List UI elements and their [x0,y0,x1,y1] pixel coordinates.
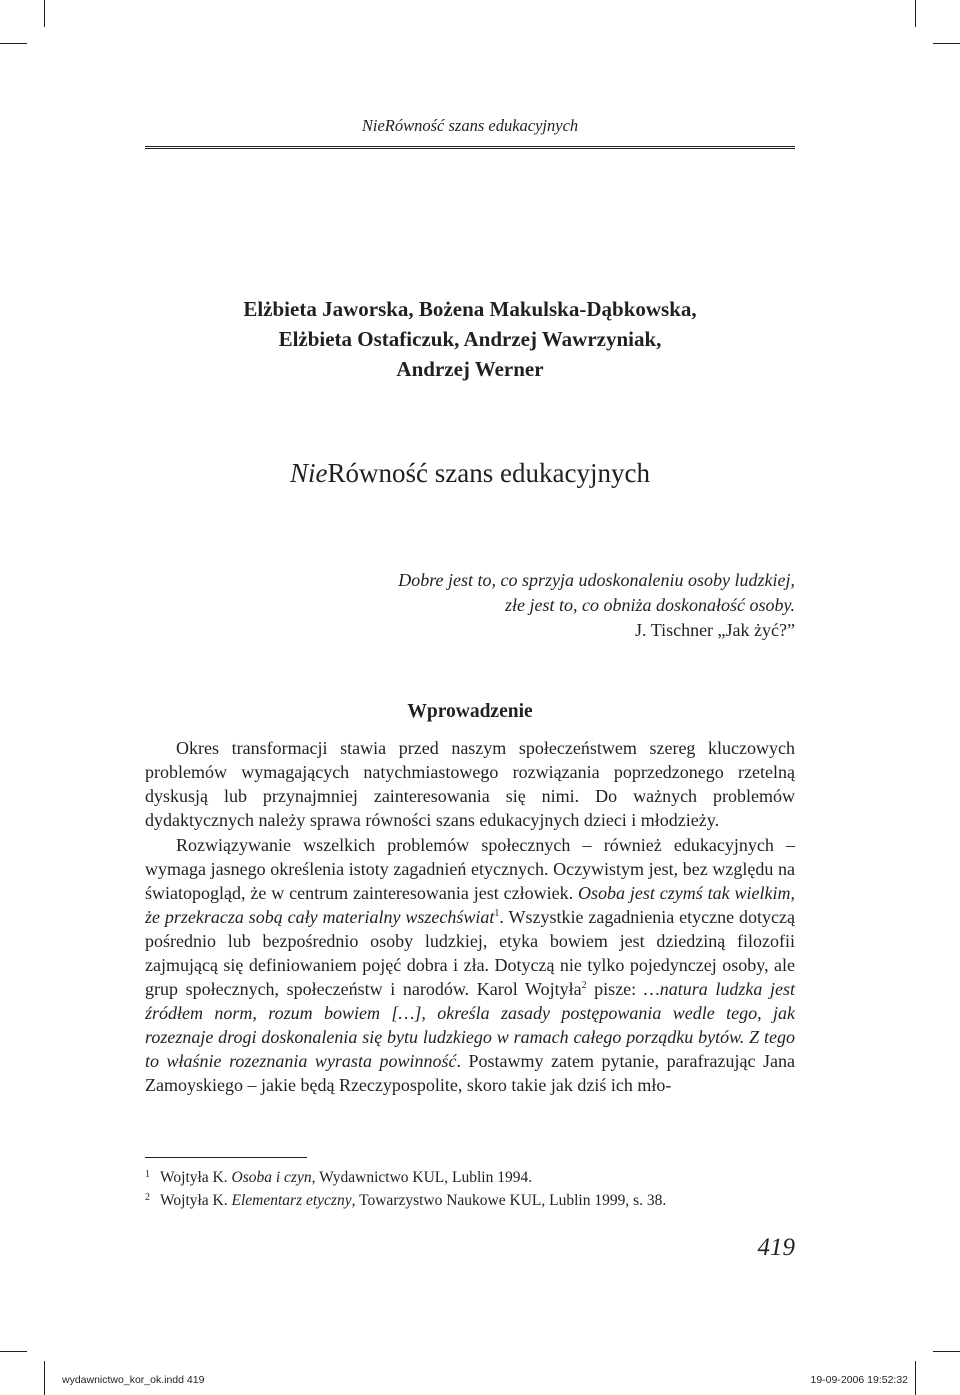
motto [145,568,795,643]
crop-mark-top-right-h [933,43,960,44]
motto-line-1: Dobre jest to, co sprzyja udoskonaleniu osoby ludzkiej, [398,570,795,590]
author-line: Andrzej Werner [396,357,544,381]
author-line: Elżbieta Ostaficzuk, Andrzej Wawrzyniak, [278,327,662,351]
paragraph-segment: pisze: [586,979,644,999]
footnote-2 [145,1189,795,1212]
motto-line-2: złe jest to, co obniża doskonałość osoby. [505,595,795,615]
footnote-number: 2 [145,1192,150,1203]
crop-mark-top-right [915,0,916,27]
footnote-work-title: Osoba i czyn [231,1169,312,1186]
page-number: 419 [757,1234,795,1261]
authors [145,294,795,384]
paragraph-segment: Osoba jest czymś tak wielkim, że przekracza sobą cały materialny wszechświat [145,883,796,927]
footnote-1 [145,1166,795,1189]
crop-mark-bottom-right [915,1361,916,1395]
crop-mark-bottom-left [44,1361,45,1395]
crop-mark-bottom-right-h [933,1351,960,1352]
author-line: Elżbieta Jaworska, Bożena Makulska-Dąbkowska, [243,297,697,321]
title-rest: Równość szans edukacyjnych [327,458,650,488]
motto-attribution: J. Tischner „Jak żyć?” [635,620,795,640]
footnotes [145,1166,795,1212]
footnote-author: Wojtyła K. [160,1169,232,1186]
paragraph-1: Okres transformacji stawia przed naszym społeczeństwem szereg kluczowych problemów wymagających natychmiastowego rozwiązania poprzedzonego rzetelną dyskusją lub przynajmniej zainteresowania się nimi. Do ważnych problemów dydaktycznych należy sprawa równości szans edukacyjnych dzieci i młodzieży. [145,738,795,830]
slug-file: wydawnictwo_kor_ok.indd 419 [62,1374,205,1386]
slug-date: 19-09-2006 19:52:32 [810,1374,908,1386]
footnote-publication: , Towarzystwo Naukowe KUL, Lublin 1999, s. 38. [351,1192,667,1209]
crop-mark-bottom-left-h [0,1351,27,1352]
section-heading: Wprowadzenie [407,701,533,722]
paragraph-segment: . Wszystkie zagadnienia etyczne dotyczą pośrednio lub bezpośrednio osoby ludzkiej, etyka bowiem jest dziedziną filozofii zajmującą się definiowaniem pojęć dobra i zła. Dotyczą nie tylko pojedynczej osoby, ale grup społecznych, społeczeństw i narodów. Karol Wojtyła [145,907,795,999]
body-text [145,736,795,1097]
footnote-number: 1 [145,1169,150,1180]
footnote-text [160,1189,666,1212]
header-rule [145,146,795,149]
article-title [145,456,795,490]
paragraph-segment: Rozwiązywanie wszelkich problemów społecznych – również edukacyjnych – wymaga jasnego określenia istoty zagadnień etycznych. Oczywistym jest, bez względu na światopogląd, że w centrum zainteresowania jest człowiek. [145,835,795,903]
paragraph-segment: …natura ludzka jest źródłem norm, rozum bowiem […], określa zasady postępowania wedle tego, jak rozeznaje drogi doskonalenia się bytu ludzkiego w ramach całego porządku bytów. Z tego to właśnie rozeznania wyrasta powinność [145,979,795,1071]
footnote-author: Wojtyła K. [160,1192,232,1209]
footnote-rule [145,1157,307,1158]
paragraph-segment: . Postawmy zatem pytanie, parafrazując Jana Zamoyskiego – jakie będą Rzeczypospolite, skoro takie jak dziś ich mło- [145,1051,795,1095]
footnote-publication: , Wydawnictwo KUL, Lublin 1994. [311,1169,533,1186]
footnote-work-title: Elementarz etyczny [231,1192,352,1209]
paragraph-2 [145,833,795,1097]
footnote-ref: 2 [581,980,587,991]
crop-mark-top-left [44,0,45,27]
footnote-ref: 1 [494,908,500,919]
title-italic-part: Nie [290,458,328,488]
crop-mark-top-left-h [0,43,27,44]
footnote-text [160,1166,532,1189]
running-head: NieRówność szans edukacyjnych [361,116,579,135]
